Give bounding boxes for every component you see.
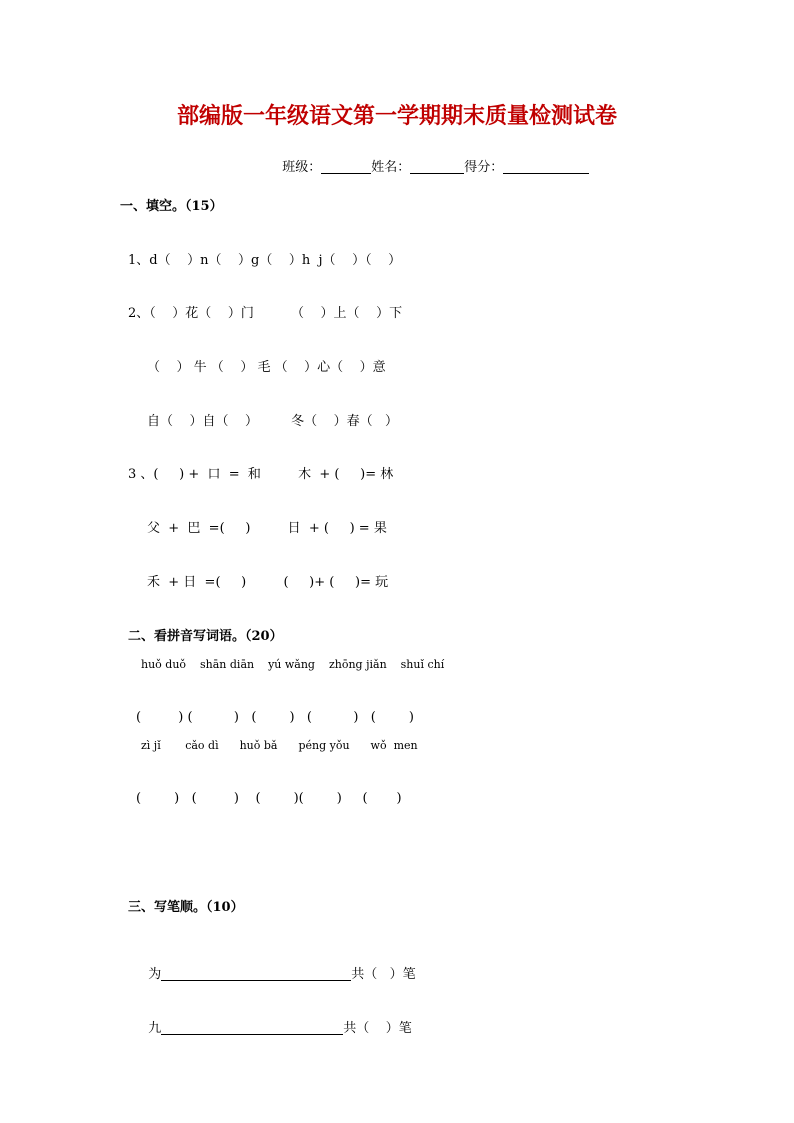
q2-row-2: （ ） 牛 （ ） 毛 （ ）心（ ）意 bbox=[147, 360, 386, 375]
page-title: 部编版一年级语文第一学期期末质量检测试卷 bbox=[176, 104, 617, 129]
q3-row-3: 禾 + 日 =( ) ( )+ ( )= 玩 bbox=[147, 575, 389, 590]
class-label: 班级： bbox=[282, 160, 322, 175]
stroke-char-2: 九 bbox=[148, 1021, 162, 1036]
stroke-order-item-1 bbox=[140, 953, 416, 981]
q1-pinyin-fill: 1、d（ ）n（ ）g（ ）h j（ ）（ ） bbox=[128, 253, 402, 268]
stroke-count-2: 共（ ）笔 bbox=[343, 1021, 412, 1036]
stroke-order-blank-1[interactable] bbox=[161, 966, 351, 981]
score-label: 得分： bbox=[464, 160, 504, 175]
answer-blanks-row-1: ( ) ( ) ( ) ( ) ( ) bbox=[136, 710, 414, 725]
section-3-heading: 三、写笔顺。（10） bbox=[128, 900, 244, 915]
pinyin-row-2: zì jǐ cǎo dì huǒ bǎ péng yǒu wǒ men bbox=[141, 739, 418, 752]
q3-row-2: 父 + 巴 =( ) 日 + ( ) = 果 bbox=[147, 521, 387, 536]
name-blank[interactable] bbox=[410, 160, 464, 174]
pinyin-row-1: huǒ duǒ shān diān yú wǎng zhōng jiǎn shuǐ chí bbox=[141, 658, 445, 671]
score-blank[interactable] bbox=[503, 160, 589, 174]
section-1-heading: 一、填空。（15） bbox=[120, 199, 223, 214]
q3-row-1: 3 、( ) + 口 = 和 木 + ( )= 林 bbox=[128, 467, 394, 482]
class-blank[interactable] bbox=[321, 160, 371, 174]
q2-row-1: 2、（ ）花（ ）门 （ ）上（ ）下 bbox=[128, 306, 403, 321]
stroke-order-item-2 bbox=[140, 1007, 412, 1035]
stroke-char-1: 为 bbox=[148, 967, 162, 982]
q2-row-3: 自（ ）自（ ） 冬（ ）春（ ） bbox=[147, 414, 399, 429]
stroke-order-blank-2[interactable] bbox=[161, 1020, 343, 1035]
section-2-heading: 二、看拼音写词语。（20） bbox=[128, 629, 283, 644]
student-info-line bbox=[274, 147, 589, 174]
stroke-count-1: 共（ ）笔 bbox=[351, 967, 416, 982]
name-label: 姓名： bbox=[371, 160, 411, 175]
answer-blanks-row-2: ( ) ( ) ( )( ) ( ) bbox=[136, 791, 402, 806]
